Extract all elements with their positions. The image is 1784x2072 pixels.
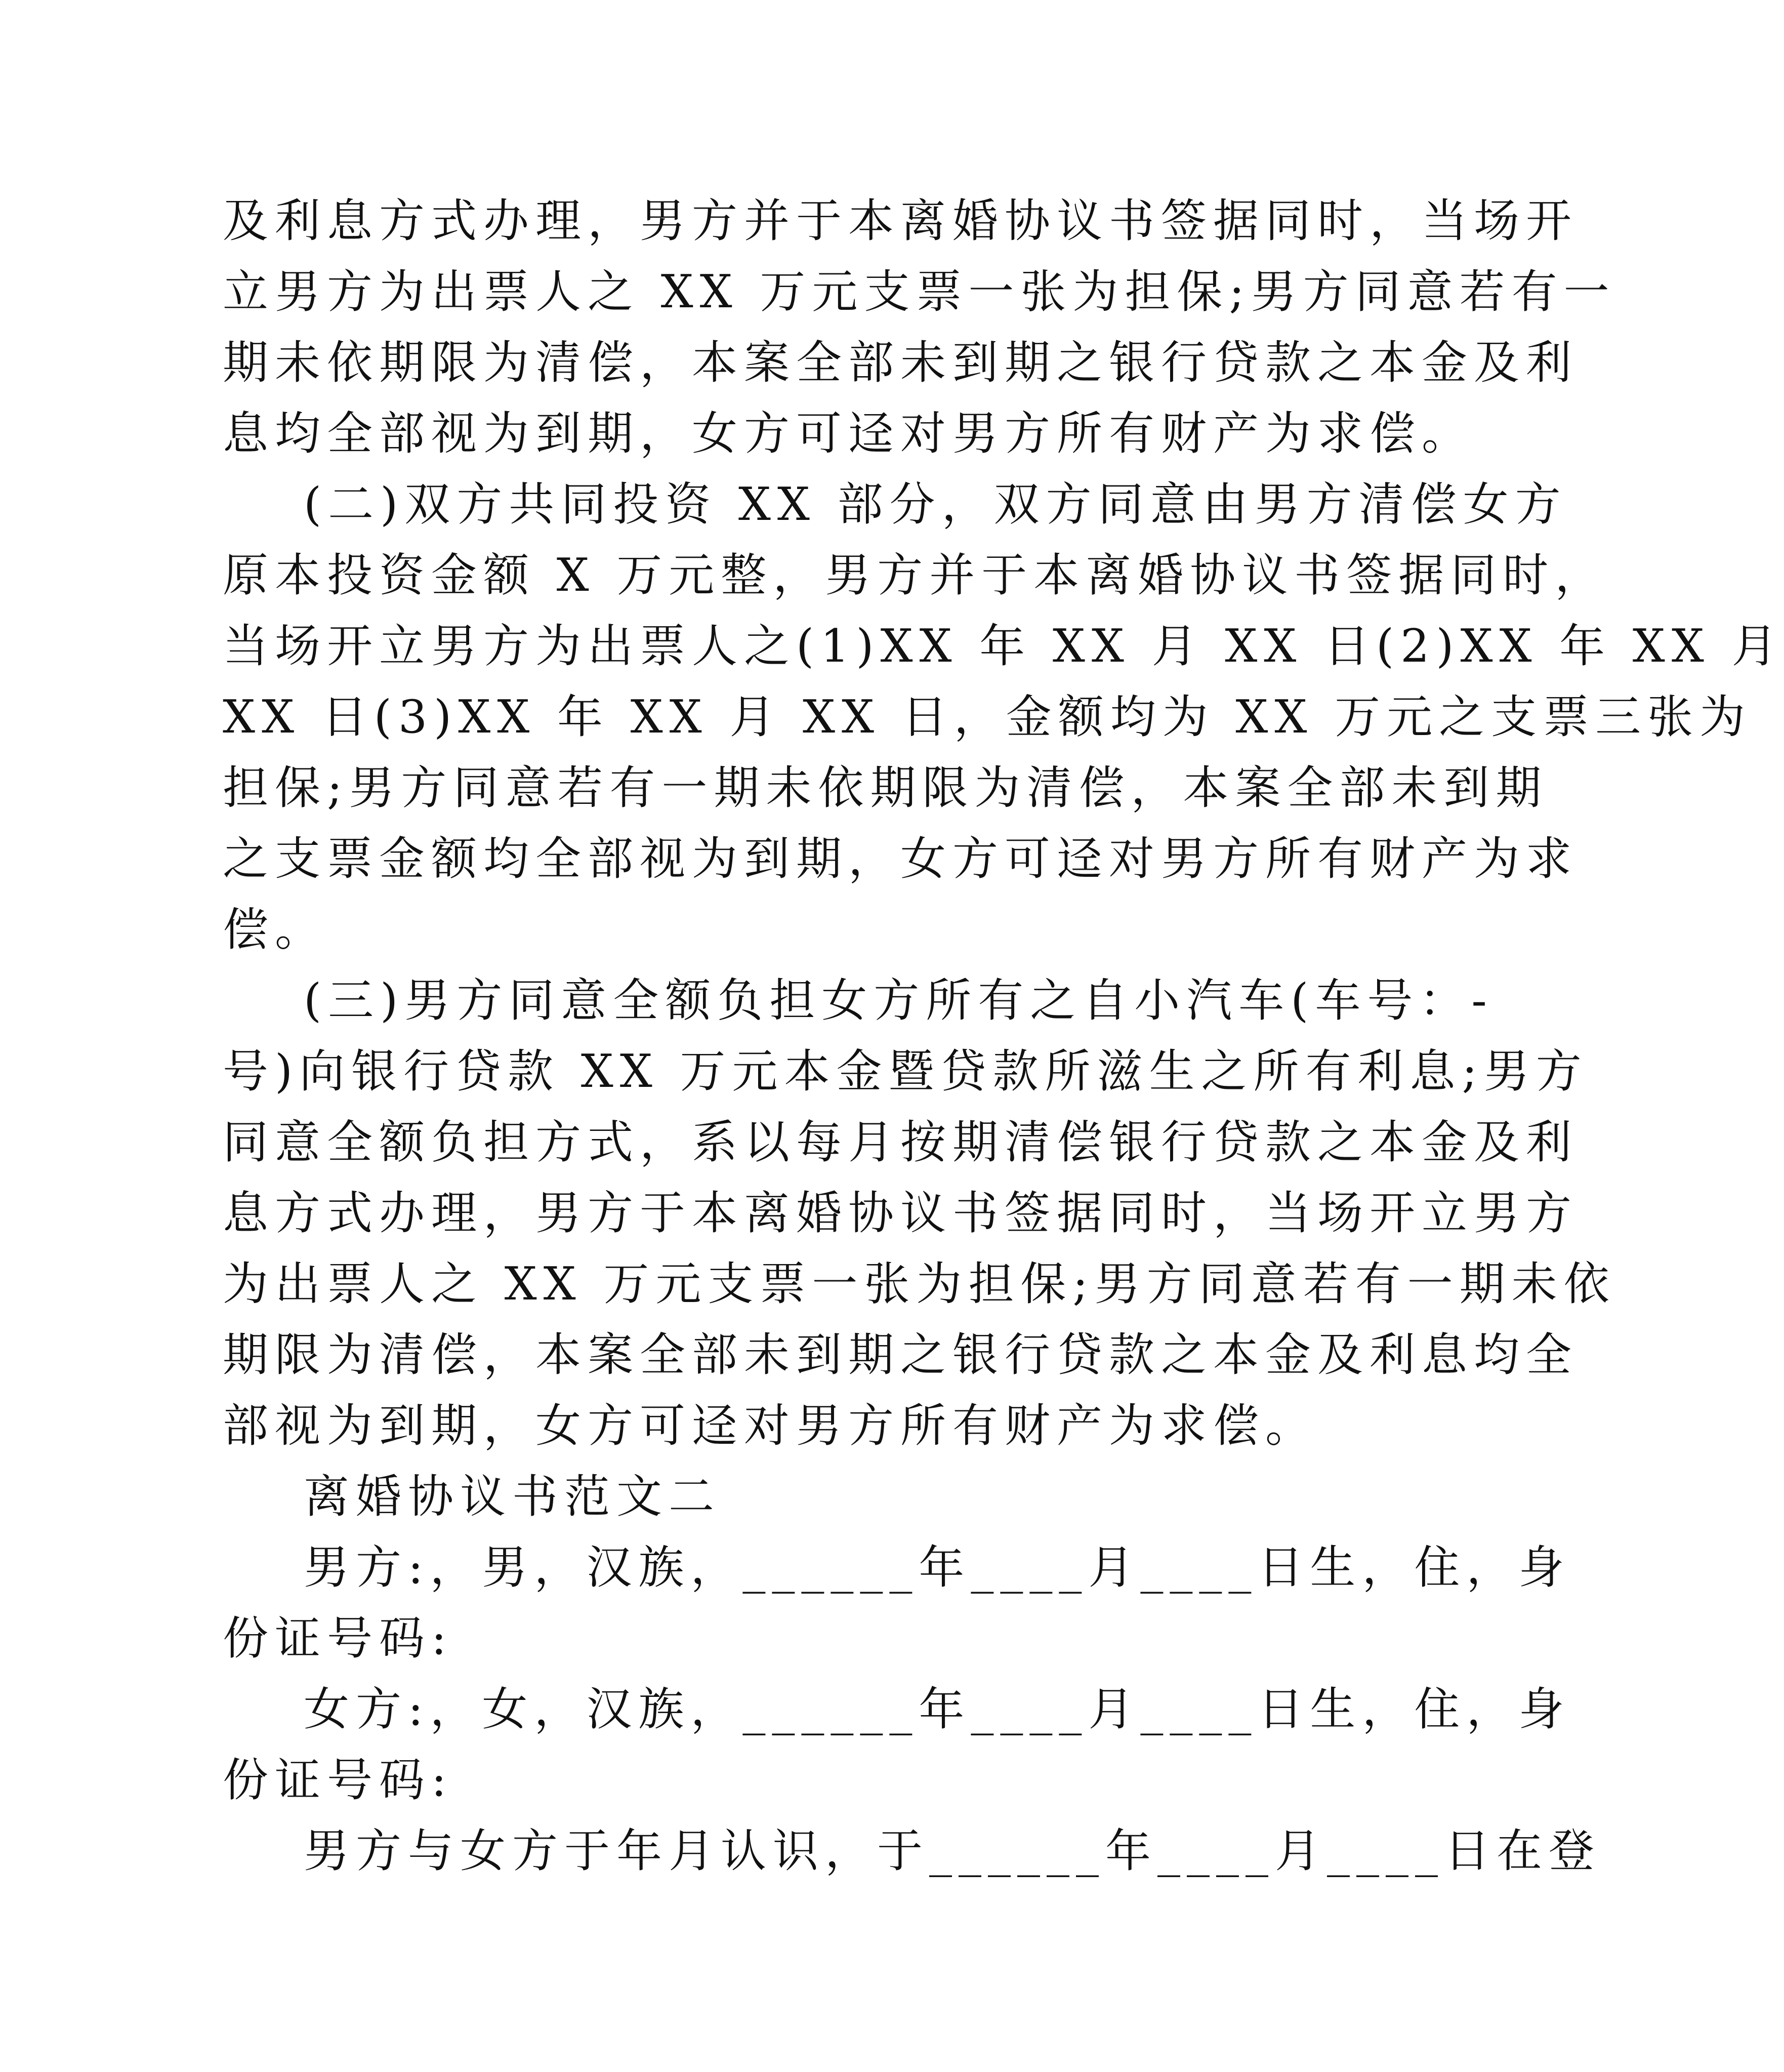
- text-line: 当场开立男方为出票人之(1)XX 年 XX 月 XX 日(2)XX 年 XX 月: [223, 620, 1784, 673]
- text-line: 原本投资金额 X 万元整，男方并于本离婚协议书签据同时，: [223, 549, 1607, 602]
- text-line: 份证号码:: [223, 1612, 453, 1665]
- text-line: 息均全部视为到期，女方可迳对男方所有财产为求偿。: [223, 407, 1474, 460]
- text-line: XX 日(3)XX 年 XX 月 XX 日，金额均为 XX 万元之支票三张为: [223, 690, 1752, 744]
- text-line: 同意全额负担方式，系以每月按期清偿银行贷款之本金及利: [223, 1116, 1578, 1169]
- text-line: 期未依期限为清偿，本案全部未到期之银行贷款之本金及利: [223, 336, 1578, 389]
- text-line: 期限为清偿，本案全部未到期之银行贷款之本金及利息均全: [223, 1328, 1578, 1382]
- paragraph-start-line: (三)男方同意全额负担女方所有之自小汽车(车号：-: [304, 974, 1493, 1027]
- text-line: 立男方为出票人之 XX 万元支票一张为担保;男方同意若有一: [223, 265, 1616, 318]
- text-line: 息方式办理，男方于本离婚协议书签据同时，当场开立男方: [223, 1187, 1578, 1240]
- paragraph-start-line: 男方与女方于年月认识，于______年____月____日在登: [304, 1824, 1601, 1878]
- paragraph-start-line: 男方:，男，汉族，______年____月____日生，住，身: [304, 1541, 1571, 1594]
- section-heading: 离婚协议书范文二: [304, 1470, 721, 1523]
- text-line: 号)向银行贷款 XX 万元本金暨贷款所滋生之所有利息;男方: [223, 1045, 1588, 1098]
- paragraph-start-line: 女方:，女，汉族，______年____月____日生，住，身: [304, 1683, 1571, 1736]
- text-line: 为出票人之 XX 万元支票一张为担保;男方同意若有一期未依: [223, 1257, 1616, 1311]
- paragraph-start-line: (二)双方共同投资 XX 部分，双方同意由男方清偿女方: [304, 478, 1567, 531]
- text-line: 份证号码:: [223, 1754, 453, 1807]
- text-line: 偿。: [223, 903, 327, 956]
- text-line: 部视为到期，女方可迳对男方所有财产为求偿。: [223, 1399, 1317, 1452]
- text-line: 之支票金额均全部视为到期，女方可迳对男方所有财产为求: [223, 832, 1578, 885]
- text-line: 及利息方式办理，男方并于本离婚协议书签据同时，当场开: [223, 194, 1578, 248]
- text-line: 担保;男方同意若有一期未依期限为清偿，本案全部未到期: [223, 761, 1548, 815]
